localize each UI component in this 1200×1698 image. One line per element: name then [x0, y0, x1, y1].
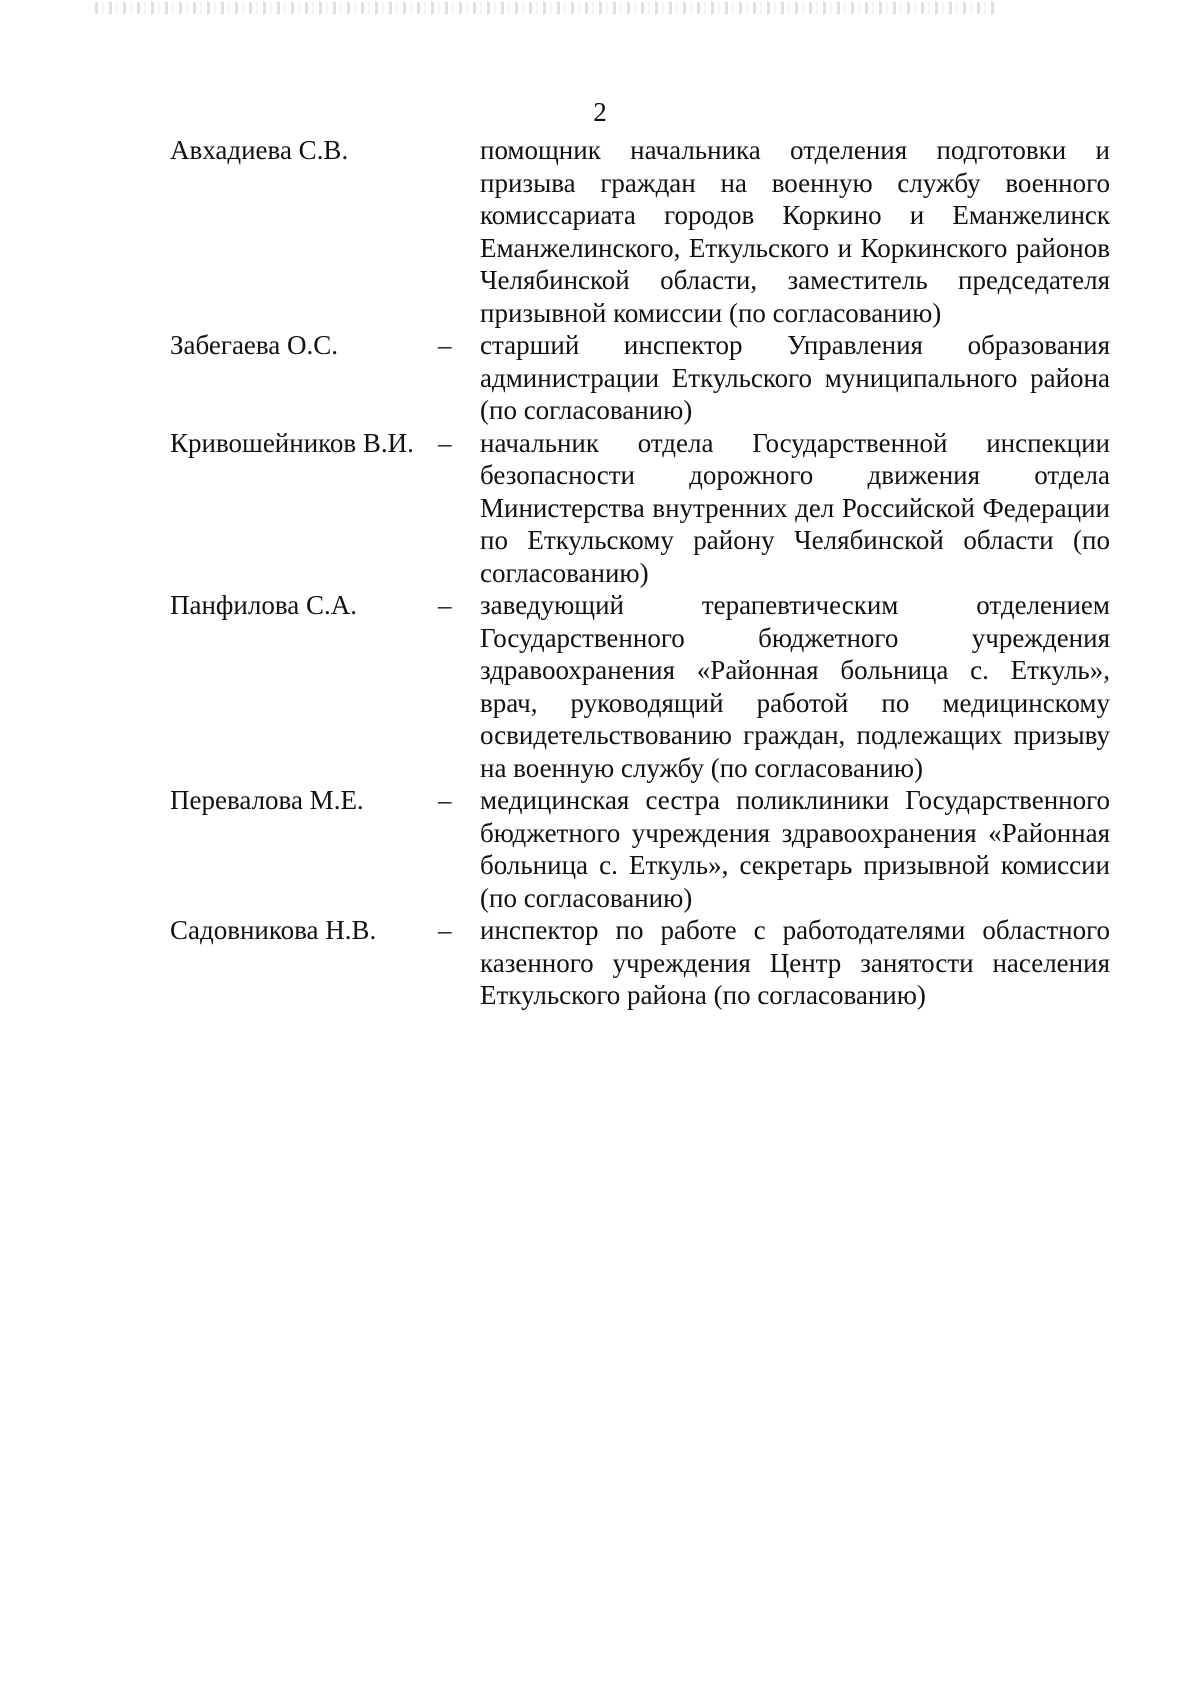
page-number: 2 — [593, 97, 607, 127]
member-name: Панфилова С.А. — [170, 590, 357, 620]
member-entry-perevalova — [170, 784, 1115, 914]
member-role: заведующий терапевтическим отделением Государственного бюджетного учреждения здравоохранения «Районная больница с. Еткуль», врач, руководящий работой по медицинскому освидетельствованию граждан, подлежащих призыву на военную службу (по согласованию) — [480, 590, 1110, 783]
member-dash: – — [438, 427, 452, 458]
member-name: Садовникова Н.В. — [170, 915, 377, 945]
member-entry-krivosheynikov — [170, 427, 1115, 590]
member-entry-zabegaeva — [170, 329, 1115, 427]
member-role: инспектор по работе с работодателями областного казенного учреждения Центр занятости населения Еткульского района (по согласованию) — [480, 915, 1110, 1010]
scan-artifact — [95, 2, 995, 14]
member-role: медицинская сестра поликлиники Государственного бюджетного учреждения здравоохранения «Районная больница с. Еткуль», секретарь призывной комиссии (по согласованию) — [480, 785, 1110, 913]
member-role: начальник отдела Государственной инспекции безопасности дорожного движения отдела Министерства внутренних дел Российской Федерации по Еткульскому району Челябинской области (по согласованию) — [480, 427, 1110, 588]
member-entry-panfilova — [170, 589, 1115, 784]
member-entry-sadovnikova — [170, 914, 1115, 1012]
member-name: Перевалова М.Е. — [170, 785, 364, 815]
commission-member-list — [170, 134, 1115, 1012]
member-dash: – — [438, 915, 452, 945]
member-dash: – — [438, 785, 452, 815]
member-name: Кривошейников В.И. — [170, 427, 414, 458]
member-entry-avkhadieva — [170, 134, 1115, 329]
member-dash: – — [438, 590, 452, 620]
member-name: Авхадиева С.В. — [170, 135, 349, 165]
member-role: помощник начальника отделения подготовки и призыва граждан на военную службу военного комиссариата городов Коркино и Еманжелинск Еманжелинского, Еткульского и Коркинского районов Челябинской области, заместитель председателя призывной комиссии (по согласованию) — [480, 135, 1110, 328]
member-name: Забегаева О.С. — [170, 330, 339, 360]
member-role: старший инспектор Управления образования администрации Еткульского муниципального района (по согласованию) — [480, 330, 1110, 425]
member-dash: – — [438, 330, 452, 360]
